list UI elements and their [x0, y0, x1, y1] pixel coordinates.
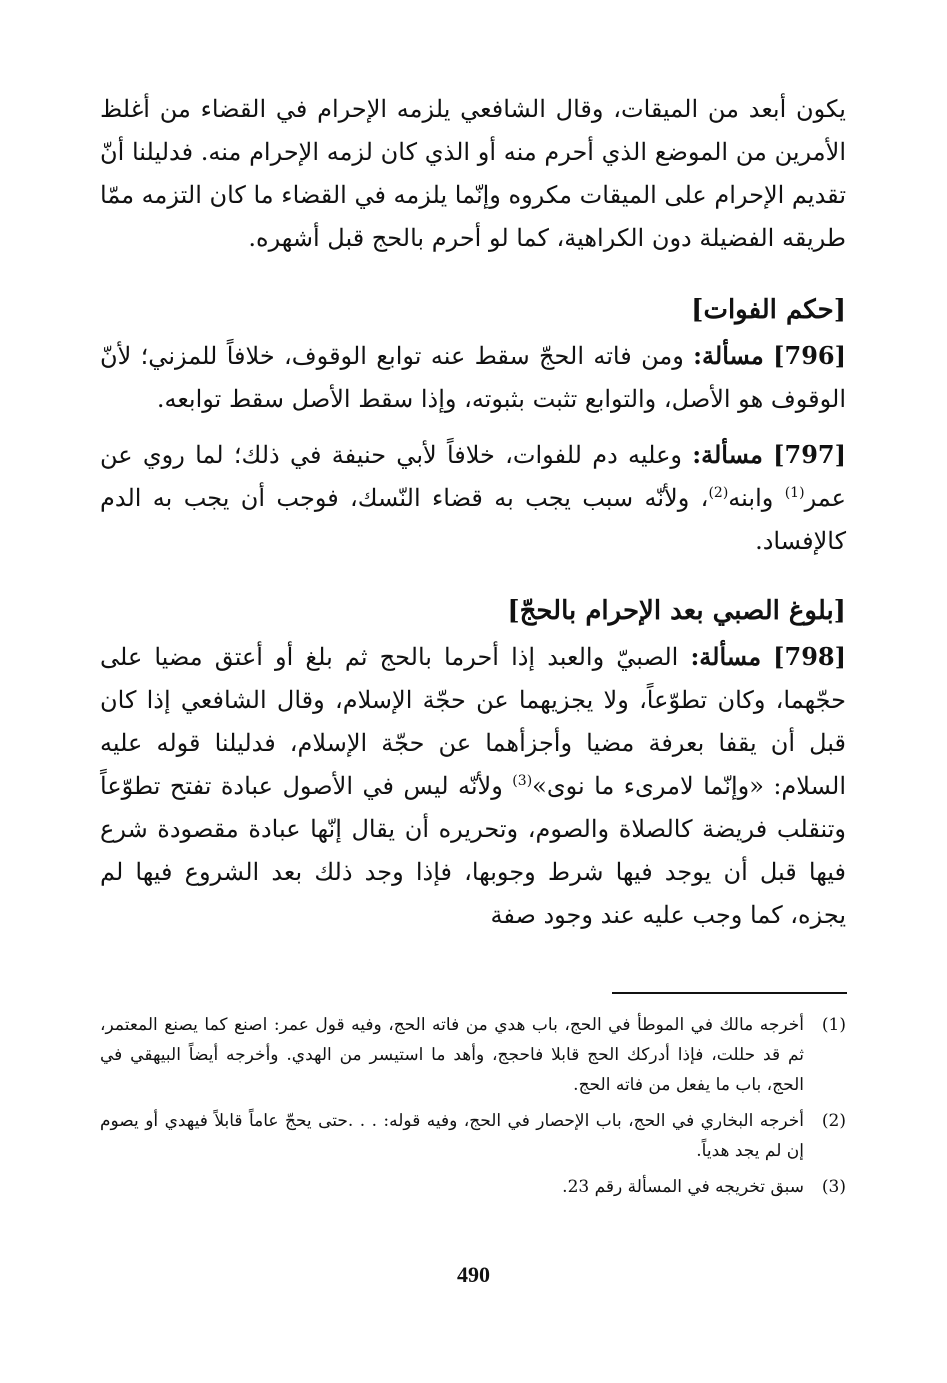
footnotes — [100, 1010, 846, 1208]
issue-keyword: مسألة: — [693, 341, 764, 370]
issue-796-paragraph — [100, 334, 846, 421]
page-number: 490 — [457, 1262, 490, 1287]
footnote-text: سبق تخريجه في المسألة رقم 23. — [562, 1177, 804, 1197]
footnote-ref-3[interactable]: (3) — [512, 773, 533, 789]
issue-keyword: مسألة: — [692, 440, 763, 469]
issue-text: ولأنّه ليس في الأصول عبادة تفتح تطوّعاً وتنقلب فريضة كالصلاة والصوم، وتحريره أن يقال إنّها عبادة مقصودة شرع فيها قبل أن يوجد فيها شرط وجوبها، فإذا وجد ذلك بعد الشروع فيها لم يجزه، كما وجب عليه عند وجود صفة — [100, 772, 846, 929]
issue-text: ومن فاته الحجّ سقط عنه توابع الوقوف، خلافاً للمزني؛ لأنّ الوقوف هو الأصل، والتوابع تثبت بثبوته، وإذا سقط الأصل سقط توابعه. — [100, 342, 846, 413]
footnote-ref-1[interactable]: (1) — [784, 485, 805, 501]
footnote-separator — [612, 992, 847, 994]
footnote-number: (1) — [821, 1015, 846, 1035]
issue-keyword: مسألة: — [690, 642, 762, 671]
issue-text: الصبيّ والعبد إذا أحرما بالحج ثم بلغ أو أعتق مضيا على حجّهما، وكان تطوّعاً، ولا يجزيهما عن حجّة الإسلام، وقال الشافعي إذا كان قبل أن يقفا بعرفة مضيا وأجزأهما عن حجّة الإسلام، فدليلنا قوله عليه السلام: «وإنّما لامرىء ما نوى» — [100, 643, 847, 800]
issue-text: وعليه دم للفوات، خلافاً لأبي حنيفة في ذلك؛ لما روي عن عمر — [100, 441, 846, 512]
footnote-text: أخرجه مالك في الموطأ في الحج، باب هدي من فاته الحج، وفيه قول عمر: اصنع كما يصنع المعتمر، ثم قد حللت، فإذا أدركك الحج قابلا فاحجج، وأهد ما استيسر من الهدي. وأخرجه أيضاً البيهقي في الحج، باب ما يفعل من فاته الحج. — [100, 1015, 804, 1095]
page-body — [100, 88, 846, 937]
footnote-text: أخرجه البخاري في الحج، باب الإحصار في الحج، وفيه قوله: . . .حتى يحجّ عاماً قابلاً فيهدي أو يصوم إن لم يجد هدياً. — [100, 1111, 804, 1161]
footnote-item — [100, 1106, 846, 1166]
issue-number: [796] — [773, 341, 846, 370]
issue-text: ، ولأنّه سبب يجب به قضاء النّسك، فوجب أن يجب به الدم كالإفساد. — [100, 484, 846, 555]
footnote-ref-2[interactable]: (2) — [708, 485, 729, 501]
footnote-number: (2) — [821, 1111, 846, 1131]
section-heading-fawat: [حكم الفوات] — [691, 295, 846, 325]
issue-number: [798] — [773, 642, 846, 671]
issue-text: وابنه — [728, 484, 785, 512]
footnote-item — [100, 1010, 846, 1100]
section-heading-bulugh: [بلوغ الصبي بعد الإحرام بالحجّ] — [507, 596, 846, 626]
footnote-item — [100, 1172, 846, 1202]
issue-798-paragraph — [100, 635, 846, 937]
issue-797-paragraph — [100, 433, 846, 563]
issue-number: [797] — [773, 440, 846, 469]
footnote-number: (3) — [821, 1177, 846, 1197]
intro-paragraph: يكون أبعد من الميقات، وقال الشافعي يلزمه الإحرام في القضاء من أغلظ الأمرين من الموضع الذي أحرم منه أو الذي كان لزمه الإحرام منه. فدليلنا أنّ تقديم الإحرام على الميقات مكروه وإنّما يلزمه في القضاء ما كان التزمه ممّا طريقه الفضيلة دون الكراهية، كما لو أحرم بالحج قبل أشهره. — [100, 95, 846, 252]
